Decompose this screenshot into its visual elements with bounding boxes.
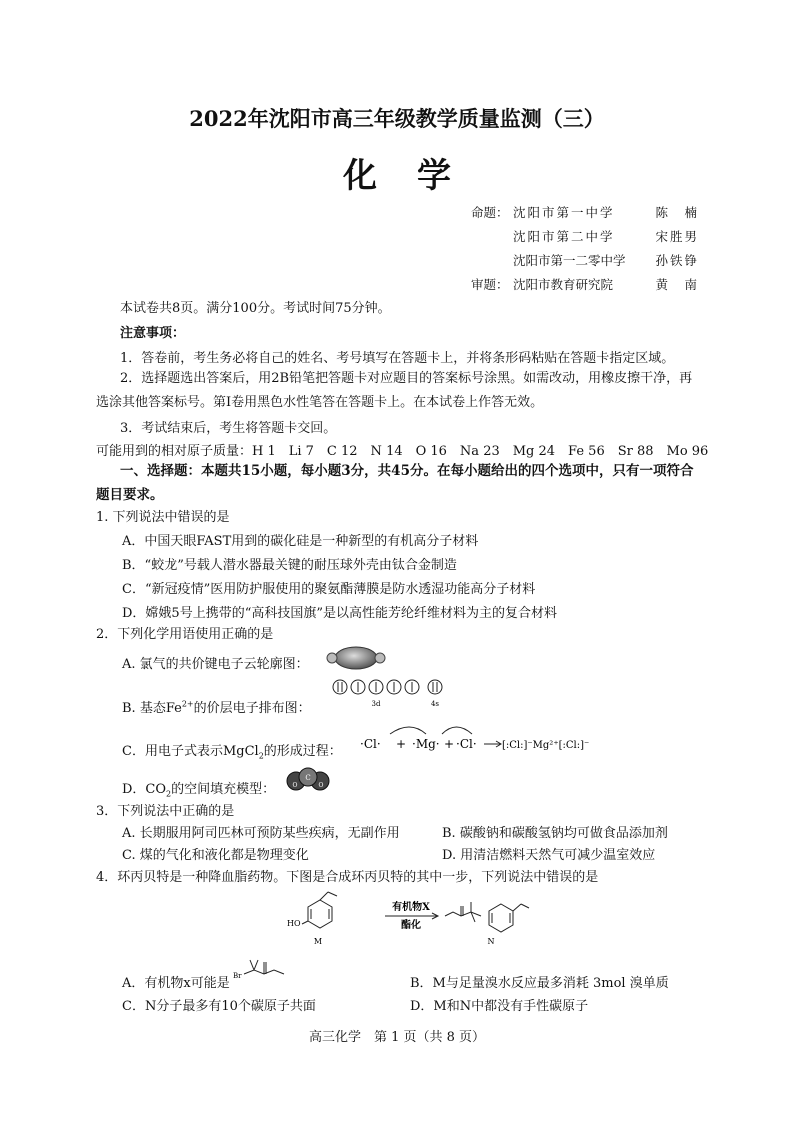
option: A．有机物x可能是 [122,976,230,991]
option: A. 长期服用阿司匹林可预防某些疾病，无副作用 [122,826,400,841]
subject-title: 化学 [343,156,491,196]
author-list [471,201,699,297]
option: C．用电子式表示MgCl$_2$的形成过程： [122,744,342,761]
arrow-bottom-label: 酯化 [401,920,421,931]
author-row: 沈阳市第一二零中学 孙铁铮 [513,253,699,268]
question-stem: 3．下列说法中正确的是 [96,804,235,819]
option: C．“新冠疫情”医用防护服使用的聚氨酯薄膜是防水透湿功能高分子材料 [122,582,536,597]
electron-formula-diagram [360,722,590,756]
exam-title: 2022年沈阳市高三年级教学质量监测（三） [189,106,605,131]
option: C．N分子最多有10个碳原子共面 [122,999,316,1014]
eq-product: [:Cl:]⁻Mg²⁺[:Cl:]⁻ [502,740,590,751]
electron-cloud-diagram [326,644,386,672]
eq-magnesium: ·Mg· [412,737,440,751]
label-ho: HO [287,919,301,928]
question-stem: 1. 下列说法中错误的是 [96,510,230,525]
label-n: N [487,937,495,946]
option: A. 氯气的共价键电子云轮廓图： [122,657,309,672]
atom-c-label: C [305,774,311,782]
question-stem: 2．下列化学用语使用正确的是 [96,627,274,642]
label-m: M [313,937,323,946]
author-row: 命题： 沈阳市第一中学 陈 楠 [471,205,699,220]
question-stem: 4．环丙贝特是一种降血脂药物。下图是合成环丙贝特的其中一步，下列说法中错误的是 [96,870,599,885]
orbital-3d-label: 3d [371,700,381,708]
eq-plus: + [396,737,407,751]
page-footer: 高三化学 第 1 页（共 8 页） [308,1030,486,1045]
label-br: Br [233,972,242,980]
eq-plus: + [444,737,455,751]
orbital-4s-label: 4s [430,700,440,708]
option: D. 用清洁燃料天然气可减少温室效应 [442,848,656,863]
option: B．M与足量溴水反应最多消耗 3mol 溴单质 [410,976,669,991]
option: D．$CO_2$的空间填充模型： [122,782,276,799]
reaction-scheme [285,886,590,948]
bromo-ester-structure [232,950,302,982]
arrow-top-label: 有机物X [392,902,430,913]
orbital-diagram [332,678,442,710]
option: C. 煤的气化和液化都是物理变化 [122,848,309,863]
author-row: 沈阳市第二中学 宋胜男 [513,229,699,244]
eq-chlorine: ·Cl· [456,737,477,751]
notice-item: 3．考试结束后，考生将答题卡交回。 [120,421,337,436]
option: B. 基态$Fe^{2+}$的价层电子排布图： [122,699,311,716]
atom-o-label: O [292,782,298,789]
section-heading: 一、选择题：本题共15小题，每小题3分，共45分。在每小题给出的四个选项中，只有一项符合题目要求。 [96,463,694,503]
notice-item: 1．答卷前，考生务必将自己的姓名、考号填写在答题卡上，并将条形码粘贴在答题卡指定区域。 [120,351,675,366]
option: B．“蛟龙”号载人潜水器最关键的耐压球外壳由钛合金制造 [122,558,457,573]
eq-chlorine: ·Cl· [360,737,381,751]
option: D．M和N中都没有手性碳原子 [410,999,589,1014]
option: B. 碳酸钠和碳酸氢钠均可做食品添加剂 [442,826,668,841]
notice-heading: 注意事项： [120,326,186,341]
atomic-masses: 可能用到的相对原子质量：H 1 Li 7 C 12 N 14 O 16 Na 23 Mg 24 Fe 56 Sr 88 Mo 96 [96,444,709,459]
notice-item: 2．选择题选出答案后，用2B铅笔把答题卡对应题目的答案标号涂黑。如需改动，用橡皮擦干净，再选涂其他答案标号。第Ⅰ卷用黑色水性笔答在答题卡上。在本试卷上作答无效。 [96,371,693,410]
intro-text: 本试卷共8页。满分100分。考试时间75分钟。 [120,301,391,316]
option: D．嫦娥5号上携带的“高科技国旗”是以高性能芳纶纤维材料为主的复合材料 [122,606,557,621]
author-row: 审题： 沈阳市教育研究院 黄 南 [471,277,699,292]
atom-o-label: O [318,782,324,789]
option: A．中国天眼FAST用到的碳化硅是一种新型的有机高分子材料 [122,534,479,549]
co2-space-filling-model [286,766,330,792]
